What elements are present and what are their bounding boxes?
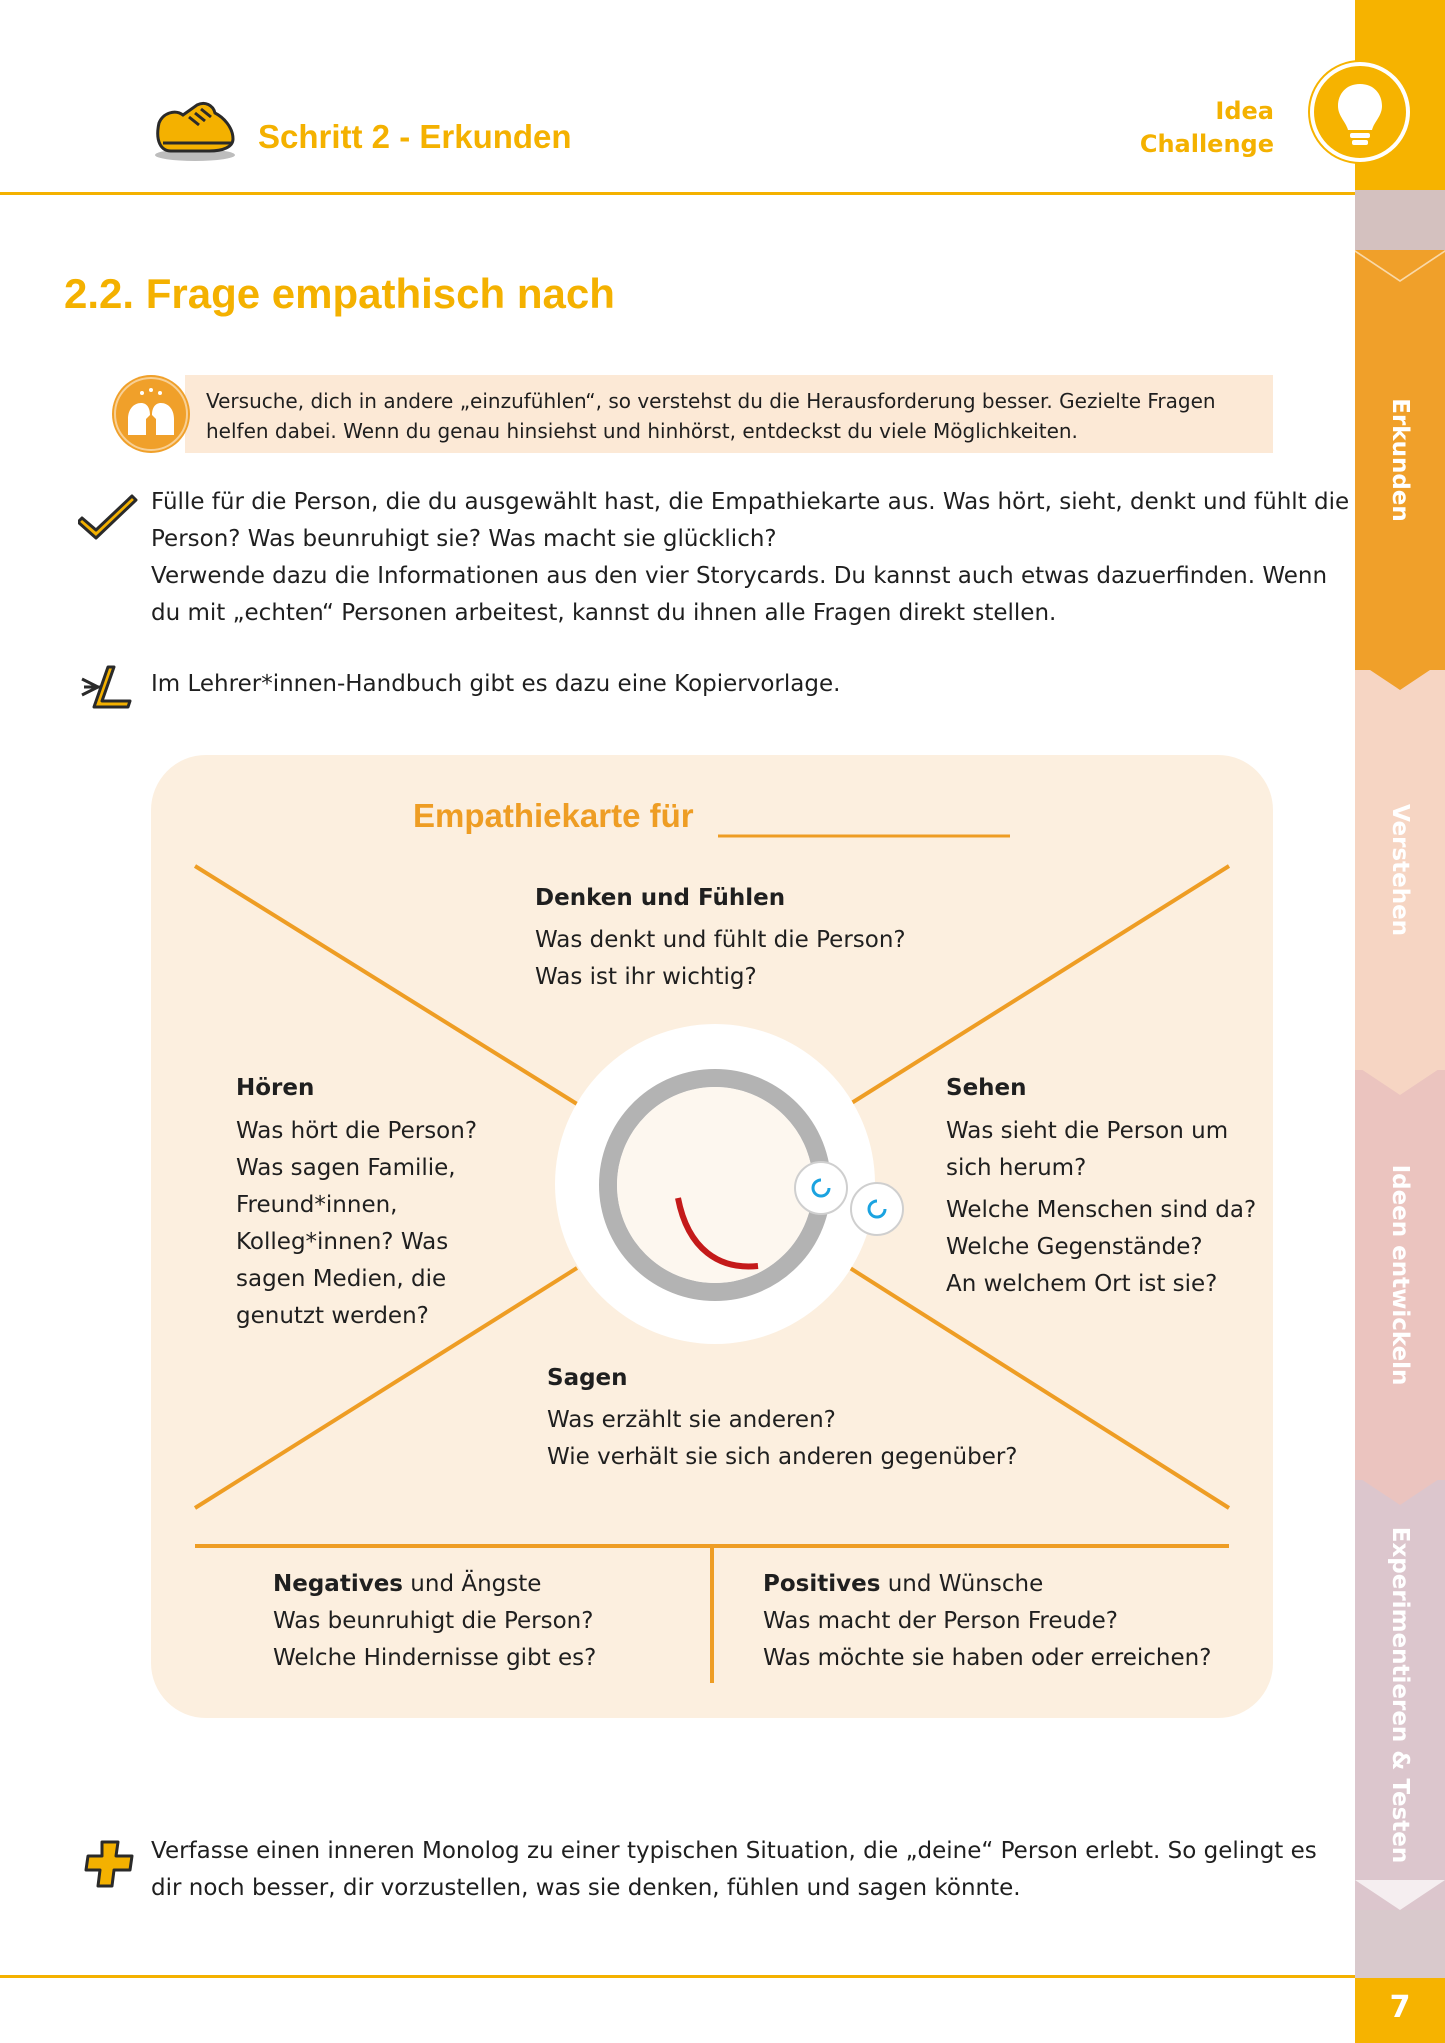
negatives-line2: Welche Hindernisse gibt es? — [273, 1645, 597, 1671]
hear-line5: sagen Medien, die — [236, 1266, 447, 1292]
negatives-heading — [273, 1566, 541, 1603]
tab-verstehen-label: Verstehen — [1387, 803, 1413, 937]
see-heading: Sehen — [946, 1075, 1027, 1101]
plus-task-icon — [84, 1838, 136, 1890]
positives-heading — [763, 1566, 1043, 1603]
page-number: 7 — [1389, 1990, 1411, 2025]
footer-divider — [0, 1975, 1355, 1978]
see-line5: An welchem Ort ist sie? — [946, 1271, 1218, 1297]
say-line2: Wie verhält sie sich anderen gegenüber? — [547, 1444, 1018, 1470]
hear-heading: Hören — [236, 1075, 315, 1101]
tab-experimentieren-testen-label: Experimentieren & Testen — [1387, 1526, 1413, 1864]
extra-task-line2: dir noch besser, dir vorzustellen, was sie denken, fühlen und sagen könnte. — [151, 1875, 1021, 1901]
task-line3: Verwende dazu die Informationen aus den vier Storycards. Du kannst auch etwas dazuerfinden. Wenn — [151, 563, 1328, 589]
negatives-line1: Was beunruhigt die Person? — [273, 1608, 594, 1634]
refresh-icon-1[interactable] — [794, 1161, 848, 1215]
teacher-note: Im Lehrer*innen-Handbuch gibt es dazu eine Kopiervorlage. — [151, 671, 841, 697]
brand-line1: Idea — [1215, 97, 1274, 125]
see-line3: Welche Menschen sind da? — [946, 1197, 1257, 1223]
see-line1: Was sieht die Person um — [946, 1118, 1229, 1144]
intro-line2: helfen dabei. Wenn du genau hinsiehst und hinhörst, entdeckst du viele Möglichkeiten. — [206, 419, 1078, 443]
extra-task-line1: Verfasse einen inneren Monolog zu einer typischen Situation, die „deine“ Person erlebt. So gelingt es — [151, 1838, 1317, 1864]
say-heading: Sagen — [547, 1365, 628, 1391]
tab-erkunden-label: Erkunden — [1387, 398, 1413, 522]
task-line4: du mit „echten“ Personen arbeitest, kannst du ihnen alle Fragen direkt stellen. — [151, 600, 1057, 626]
hear-line2: Was sagen Familie, — [236, 1155, 456, 1181]
sidebar-bottom — [1355, 1910, 1445, 1978]
tab-ideen-entwickeln-label: Ideen entwickeln — [1387, 1164, 1413, 1386]
negatives-bold: Negatives — [273, 1571, 403, 1597]
hear-line6: genutzt werden? — [236, 1303, 429, 1329]
think-line1: Was denkt und fühlt die Person? — [535, 927, 906, 953]
tab-chevrons — [1355, 0, 1445, 1980]
think-line2: Was ist ihr wichtig? — [535, 964, 757, 990]
intro-line1: Versuche, dich in andere „einzufühlen“, so verstehst du die Herausforderung besser. Gezielte Fragen — [206, 389, 1216, 413]
step-title: Schritt 2 - Erkunden — [258, 118, 572, 155]
task-line2: Person? Was beunruhigt sie? Was macht sie glücklich? — [151, 526, 777, 552]
negatives-rest: und Ängste — [403, 1571, 542, 1597]
brand-line2: Challenge — [1139, 130, 1274, 158]
see-line4: Welche Gegenstände? — [946, 1234, 1203, 1260]
positives-rest: und Wünsche — [880, 1571, 1044, 1597]
positives-line2: Was möchte sie haben oder erreichen? — [763, 1645, 1212, 1671]
section-title: 2.2. Frage empathisch nach — [64, 270, 615, 317]
task-line1: Fülle für die Person, die du ausgewählt hast, die Empathiekarte aus. Was hört, sieht, denkt und fühlt die — [151, 489, 1350, 515]
card-title: Empathiekarte für — [413, 797, 694, 834]
hear-line1: Was hört die Person? — [236, 1118, 478, 1144]
say-line1: Was erzählt sie anderen? — [547, 1407, 836, 1433]
positives-bold: Positives — [763, 1571, 881, 1597]
refresh-icon-2[interactable] — [850, 1182, 904, 1236]
hear-line4: Kolleg*innen? Was — [236, 1229, 449, 1255]
hear-line3: Freund*innen, — [236, 1192, 398, 1218]
think-heading: Denken und Fühlen — [535, 885, 786, 911]
see-line2: sich herum? — [946, 1155, 1087, 1181]
positives-line1: Was macht der Person Freude? — [763, 1608, 1119, 1634]
